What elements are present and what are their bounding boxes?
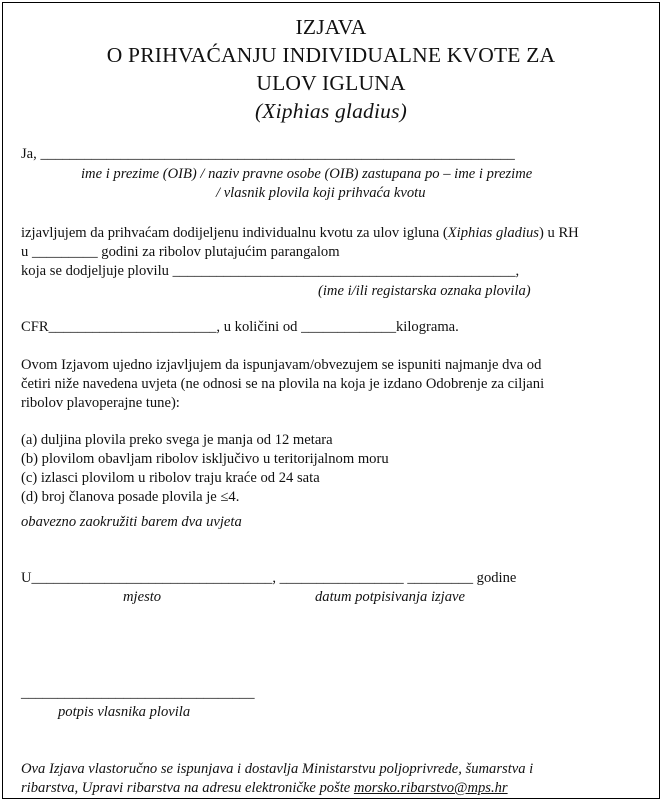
footer-line2 [21,781,508,796]
place-label: mjesto [123,589,162,605]
place-date-line[interactable]: U_________________________________, _________________ _________ godine [21,570,517,586]
signature-line[interactable]: ________________________________ [21,685,255,701]
name-field[interactable]: _________________________________________________________________ [40,146,515,162]
name-hint-line2: / vlasnik plovila koji prihvaća kvotu [216,185,426,201]
name-line [21,147,515,162]
date-label: datum potpisivanja izjave [315,589,465,605]
footer-line2-text: ribarstva, Upravi ribarstva na adresu elektroničke pošte [21,780,354,796]
signature-label: potpis vlasnika plovila [58,704,191,720]
conditions-intro-line3: ribolov plavoperajne tune): [21,395,180,411]
email-link[interactable]: morsko.ribarstvo@mps.hr [353,780,508,796]
declaration-text-b: ) u RH [538,225,579,241]
conditions-note: obavezno zaokružiti barem dva uvjeta [21,514,242,530]
conditions-intro-line2: četiri niže navedena uvjeta (ne odnosi se na plovila na koja je izdano Odobrenje za ciljani [21,376,545,392]
condition-item-b[interactable]: (b) plovilom obavljam ribolov isključivo u teritorijalnom moru [21,451,389,467]
declaration-form [2,2,660,799]
ja-label: Ja, [21,146,41,162]
form-title-species: (Xiphias gladius) [254,99,408,123]
cfr-line[interactable]: CFR_______________________, u količini od _____________kilograma. [21,319,459,335]
condition-item-a[interactable]: (a) duljina plovila preko svega je manja od 12 metara [21,432,333,448]
name-hint-line1: ime i prezime (OIB) / naziv pravne osobe (OIB) zastupana po – ime i prezime [81,166,533,182]
form-title-line1: IZJAVA [295,15,367,39]
declaration-species: Xiphias gladius [447,225,539,241]
year-line[interactable]: u _________ godini za ribolov plutajućim parangalom [21,244,340,260]
declaration-text-a: izjavljujem da prihvaćam dodijeljenu individualnu kvotu za ulov igluna ( [21,225,448,241]
declaration-line1 [21,226,579,241]
condition-item-c[interactable]: (c) izlasci plovilom u ribolov traju kraće od 24 sata [21,470,320,486]
form-title-line3: ULOV IGLUNA [256,71,406,95]
condition-item-d[interactable]: (d) broj članova posade plovila je ≤4. [21,489,240,505]
footer-line1: Ova Izjava vlastoručno se ispunjava i dostavlja Ministarstvu poljoprivrede, šumarstva i [21,761,534,777]
vessel-hint: (ime i/ili registarska oznaka plovila) [318,283,531,299]
form-title-line2: O PRIHVAĆANJU INDIVIDUALNE KVOTE ZA [106,43,556,67]
conditions-intro-line1: Ovom Izjavom ujedno izjavljujem da ispunjavam/obvezujem se ispuniti najmanje dva od [21,357,542,373]
vessel-line[interactable]: koja se dodjeljuje plovilu _______________________________________________, [21,263,520,279]
